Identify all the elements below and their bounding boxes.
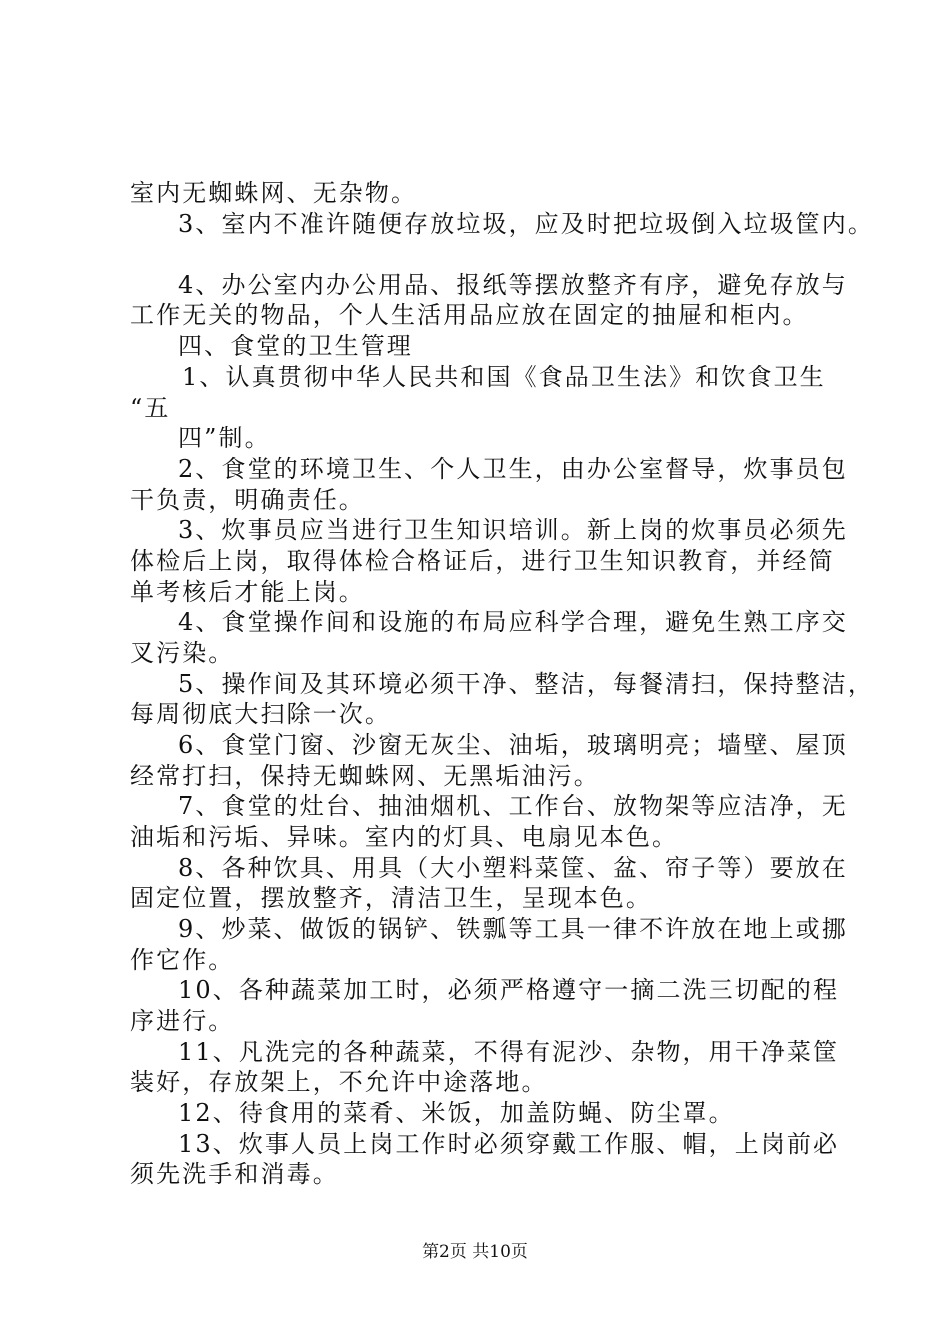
text-line: 装好，存放架上，不允许中途落地。 bbox=[130, 1068, 548, 1096]
text-line: 2、食堂的环境卫生、个人卫生，由办公室督导，炊事员包 bbox=[178, 455, 848, 483]
text-line: 叉污染。 bbox=[130, 639, 235, 667]
text-line: 作它作。 bbox=[130, 946, 235, 974]
text-line: 须先洗手和消毒。 bbox=[130, 1160, 339, 1188]
text-line: 干负责，明确责任。 bbox=[130, 486, 365, 514]
page-number-footer: 第2页 共10页 bbox=[422, 1242, 528, 1262]
text-line: 4、办公室内办公用品、报纸等摆放整齐有序，避免存放与 bbox=[178, 271, 848, 299]
text-line: 序进行。 bbox=[130, 1007, 235, 1035]
text-line: 室内无蜘蛛网、无杂物。 bbox=[130, 179, 418, 207]
text-line: 4、食堂操作间和设施的布局应科学合理，避免生熟工序交 bbox=[178, 608, 848, 636]
text-line: 体检后上岗，取得体检合格证后，进行卫生知识教育，并经简 bbox=[130, 547, 835, 575]
text-line: 5、操作间及其环境必须干净、整洁，每餐清扫，保持整洁， bbox=[178, 670, 874, 698]
text-line: 6、食堂门窗、沙窗无灰尘、油垢，玻璃明亮；墙壁、屋顶 bbox=[178, 731, 848, 759]
text-line: 固定位置，摆放整齐，清洁卫生，呈现本色。 bbox=[130, 884, 652, 912]
text-line: 9、炒菜、做饭的锅铲、铁瓢等工具一律不许放在地上或挪 bbox=[178, 915, 848, 943]
text-line: 单考核后才能上岗。 bbox=[130, 578, 365, 606]
text-line: 3、炊事员应当进行卫生知识培训。新上岗的炊事员必须先 bbox=[178, 516, 848, 544]
text-line: 经常打扫，保持无蜘蛛网、无黑垢油污。 bbox=[130, 762, 600, 790]
section-heading: 四、食堂的卫生管理 bbox=[178, 332, 413, 360]
text-line: 每周彻底大扫除一次。 bbox=[130, 700, 391, 728]
text-line: 3、室内不准许随便存放垃圾，应及时把垃圾倒入垃圾筐内。 bbox=[178, 210, 874, 238]
text-line: 工作无关的物品，个人生活用品应放在固定的抽屉和柜内。 bbox=[130, 301, 809, 329]
text-line: 12、待食用的菜肴、米饭，加盖防蝇、防尘罩。 bbox=[178, 1099, 735, 1127]
text-line: “五 bbox=[130, 394, 171, 422]
text-line: 11、凡洗完的各种蔬菜，不得有泥沙、杂物，用干净菜筐 bbox=[178, 1038, 840, 1066]
text-line: 油垢和污垢、异味。室内的灯具、电扇见本色。 bbox=[130, 823, 679, 851]
text-line: 7、食堂的灶台、抽油烟机、工作台、放物架等应洁净，无 bbox=[178, 792, 848, 820]
text-line: 四”制。 bbox=[178, 424, 271, 452]
text-line: 10、各种蔬菜加工时，必须严格遵守一摘二洗三切配的程 bbox=[178, 976, 840, 1004]
text-line: 8、各种饮具、用具（大小塑料菜筐、盆、帘子等）要放在 bbox=[178, 854, 848, 882]
text-line: 13、炊事人员上岗工作时必须穿戴工作服、帽，上岗前必 bbox=[178, 1130, 840, 1158]
text-line: 1、认真贯彻中华人民共和国《食品卫生法》和饮食卫生 bbox=[182, 363, 826, 391]
